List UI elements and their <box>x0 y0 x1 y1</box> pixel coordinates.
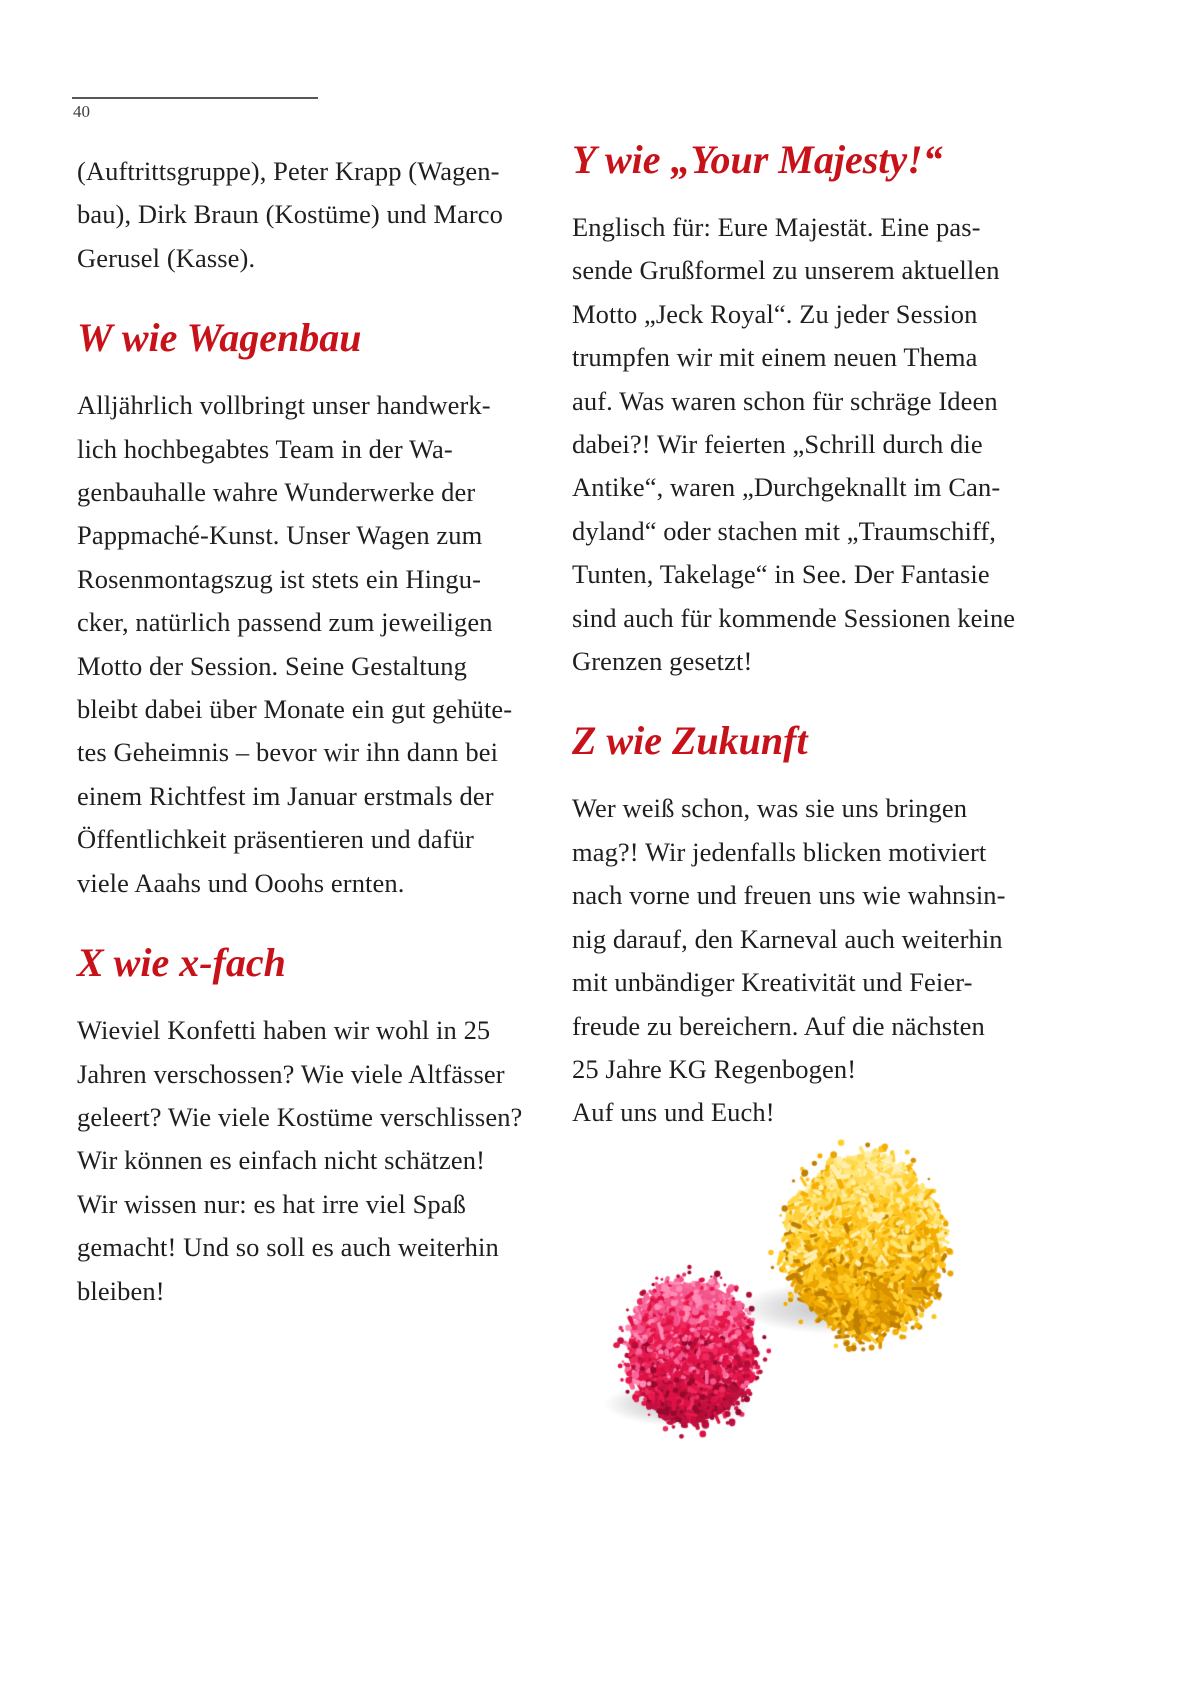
left-column <box>77 150 557 1313</box>
section-heading: X wie x-fach <box>77 940 286 986</box>
text-line: Englisch für: Eure Majestät. Eine pas- <box>572 212 981 242</box>
text-line: geleert? Wie viele Kostüme verschlissen? <box>77 1101 523 1132</box>
page-number: 40 <box>73 102 90 121</box>
text-line: Tunten, Takelage“ in See. Der Fantasie <box>572 559 990 590</box>
paragraph <box>572 206 1052 683</box>
text-line: Rosenmontagszug ist stets ein Hingu- <box>77 563 482 594</box>
text-line: dyland“ oder stachen mit „Traumschiff, <box>572 515 997 546</box>
section-heading: Z wie Zukunft <box>572 718 808 764</box>
paragraph <box>77 150 557 280</box>
text-line: bleiben! <box>77 1275 165 1306</box>
text-line: Wer weiß schon, was sie uns bringen <box>572 793 968 824</box>
text-line: Motto „Jeck Royal“. Zu jeder Session <box>572 298 978 329</box>
text-line: mag?! Wir jedenfalls blicken motiviert <box>572 836 987 867</box>
paragraph <box>77 384 557 905</box>
text-line: Antike“, waren „Durchgeknallt im Can- <box>572 472 1001 503</box>
text-line: viele Aaahs und Ooohs ernten. <box>77 867 405 898</box>
section-heading: W wie Wagenbau <box>77 315 362 361</box>
text-line: tes Geheimnis – bevor wir ihn dann bei <box>77 737 499 768</box>
text-line: (Auftrittsgruppe), Peter Krapp (Wagen- <box>77 156 500 186</box>
text-line: dabei?! Wir feierten „Schrill durch die <box>572 429 983 460</box>
right-column <box>572 136 1052 1135</box>
text-line: mit unbändiger Kreativität und Feier- <box>572 967 973 998</box>
text-line: auf. Was waren schon für schräge Ideen <box>572 385 998 416</box>
text-line: genbauhalle wahre Wunderwerke der <box>77 477 476 508</box>
confetti-pompoms-illustration <box>540 1040 1100 1520</box>
text-line: Jahren verschossen? Wie viele Altfässer <box>77 1058 505 1089</box>
text-line: Grenzen gesetzt! <box>572 646 753 677</box>
text-line: Wir wissen nur: es hat irre viel Spaß <box>77 1188 466 1219</box>
text-line: Motto der Session. Seine Gestaltung <box>77 650 467 681</box>
paragraph <box>77 1009 557 1313</box>
text-line: Alljährlich vollbringt unser handwerk- <box>77 390 491 421</box>
text-line: nach vorne und freuen uns wie wahnsin- <box>572 880 1006 911</box>
text-line: lich hochbegabtes Team in der Wa- <box>77 433 453 464</box>
text-line: Pappmaché-Kunst. Unser Wagen zum <box>77 520 483 551</box>
text-line: sind auch für kommende Sessionen keine <box>572 602 1016 633</box>
text-line: freude zu bereichern. Auf die nächsten <box>572 1010 985 1041</box>
text-line: Öffentlichkeit präsentieren und dafür <box>77 824 474 855</box>
text-line: nig darauf, den Karneval auch weiterhin <box>572 923 1003 954</box>
section-heading: Y wie „Your Majesty!“ <box>572 137 943 182</box>
text-line: sende Grußformel zu unserem aktuellen <box>572 255 1000 286</box>
text-line: bleibt dabei über Monate ein gut gehüte- <box>77 694 513 725</box>
text-line: Gerusel (Kasse). <box>77 242 256 273</box>
text-line: gemacht! Und so soll es auch weiterhin <box>77 1232 499 1263</box>
header-rule <box>72 97 318 99</box>
text-line: bau), Dirk Braun (Kostüme) und Marco <box>77 199 504 230</box>
text-line: Wir können es einfach nicht schätzen! <box>77 1145 486 1176</box>
text-line: cker, natürlich passend zum jeweiligen <box>77 607 493 638</box>
text-line: einem Richtfest im Januar erstmals der <box>77 780 494 811</box>
text-line: Wieviel Konfetti haben wir wohl in 25 <box>77 1015 491 1046</box>
text-line: trumpfen wir mit einem neuen Thema <box>572 342 978 373</box>
